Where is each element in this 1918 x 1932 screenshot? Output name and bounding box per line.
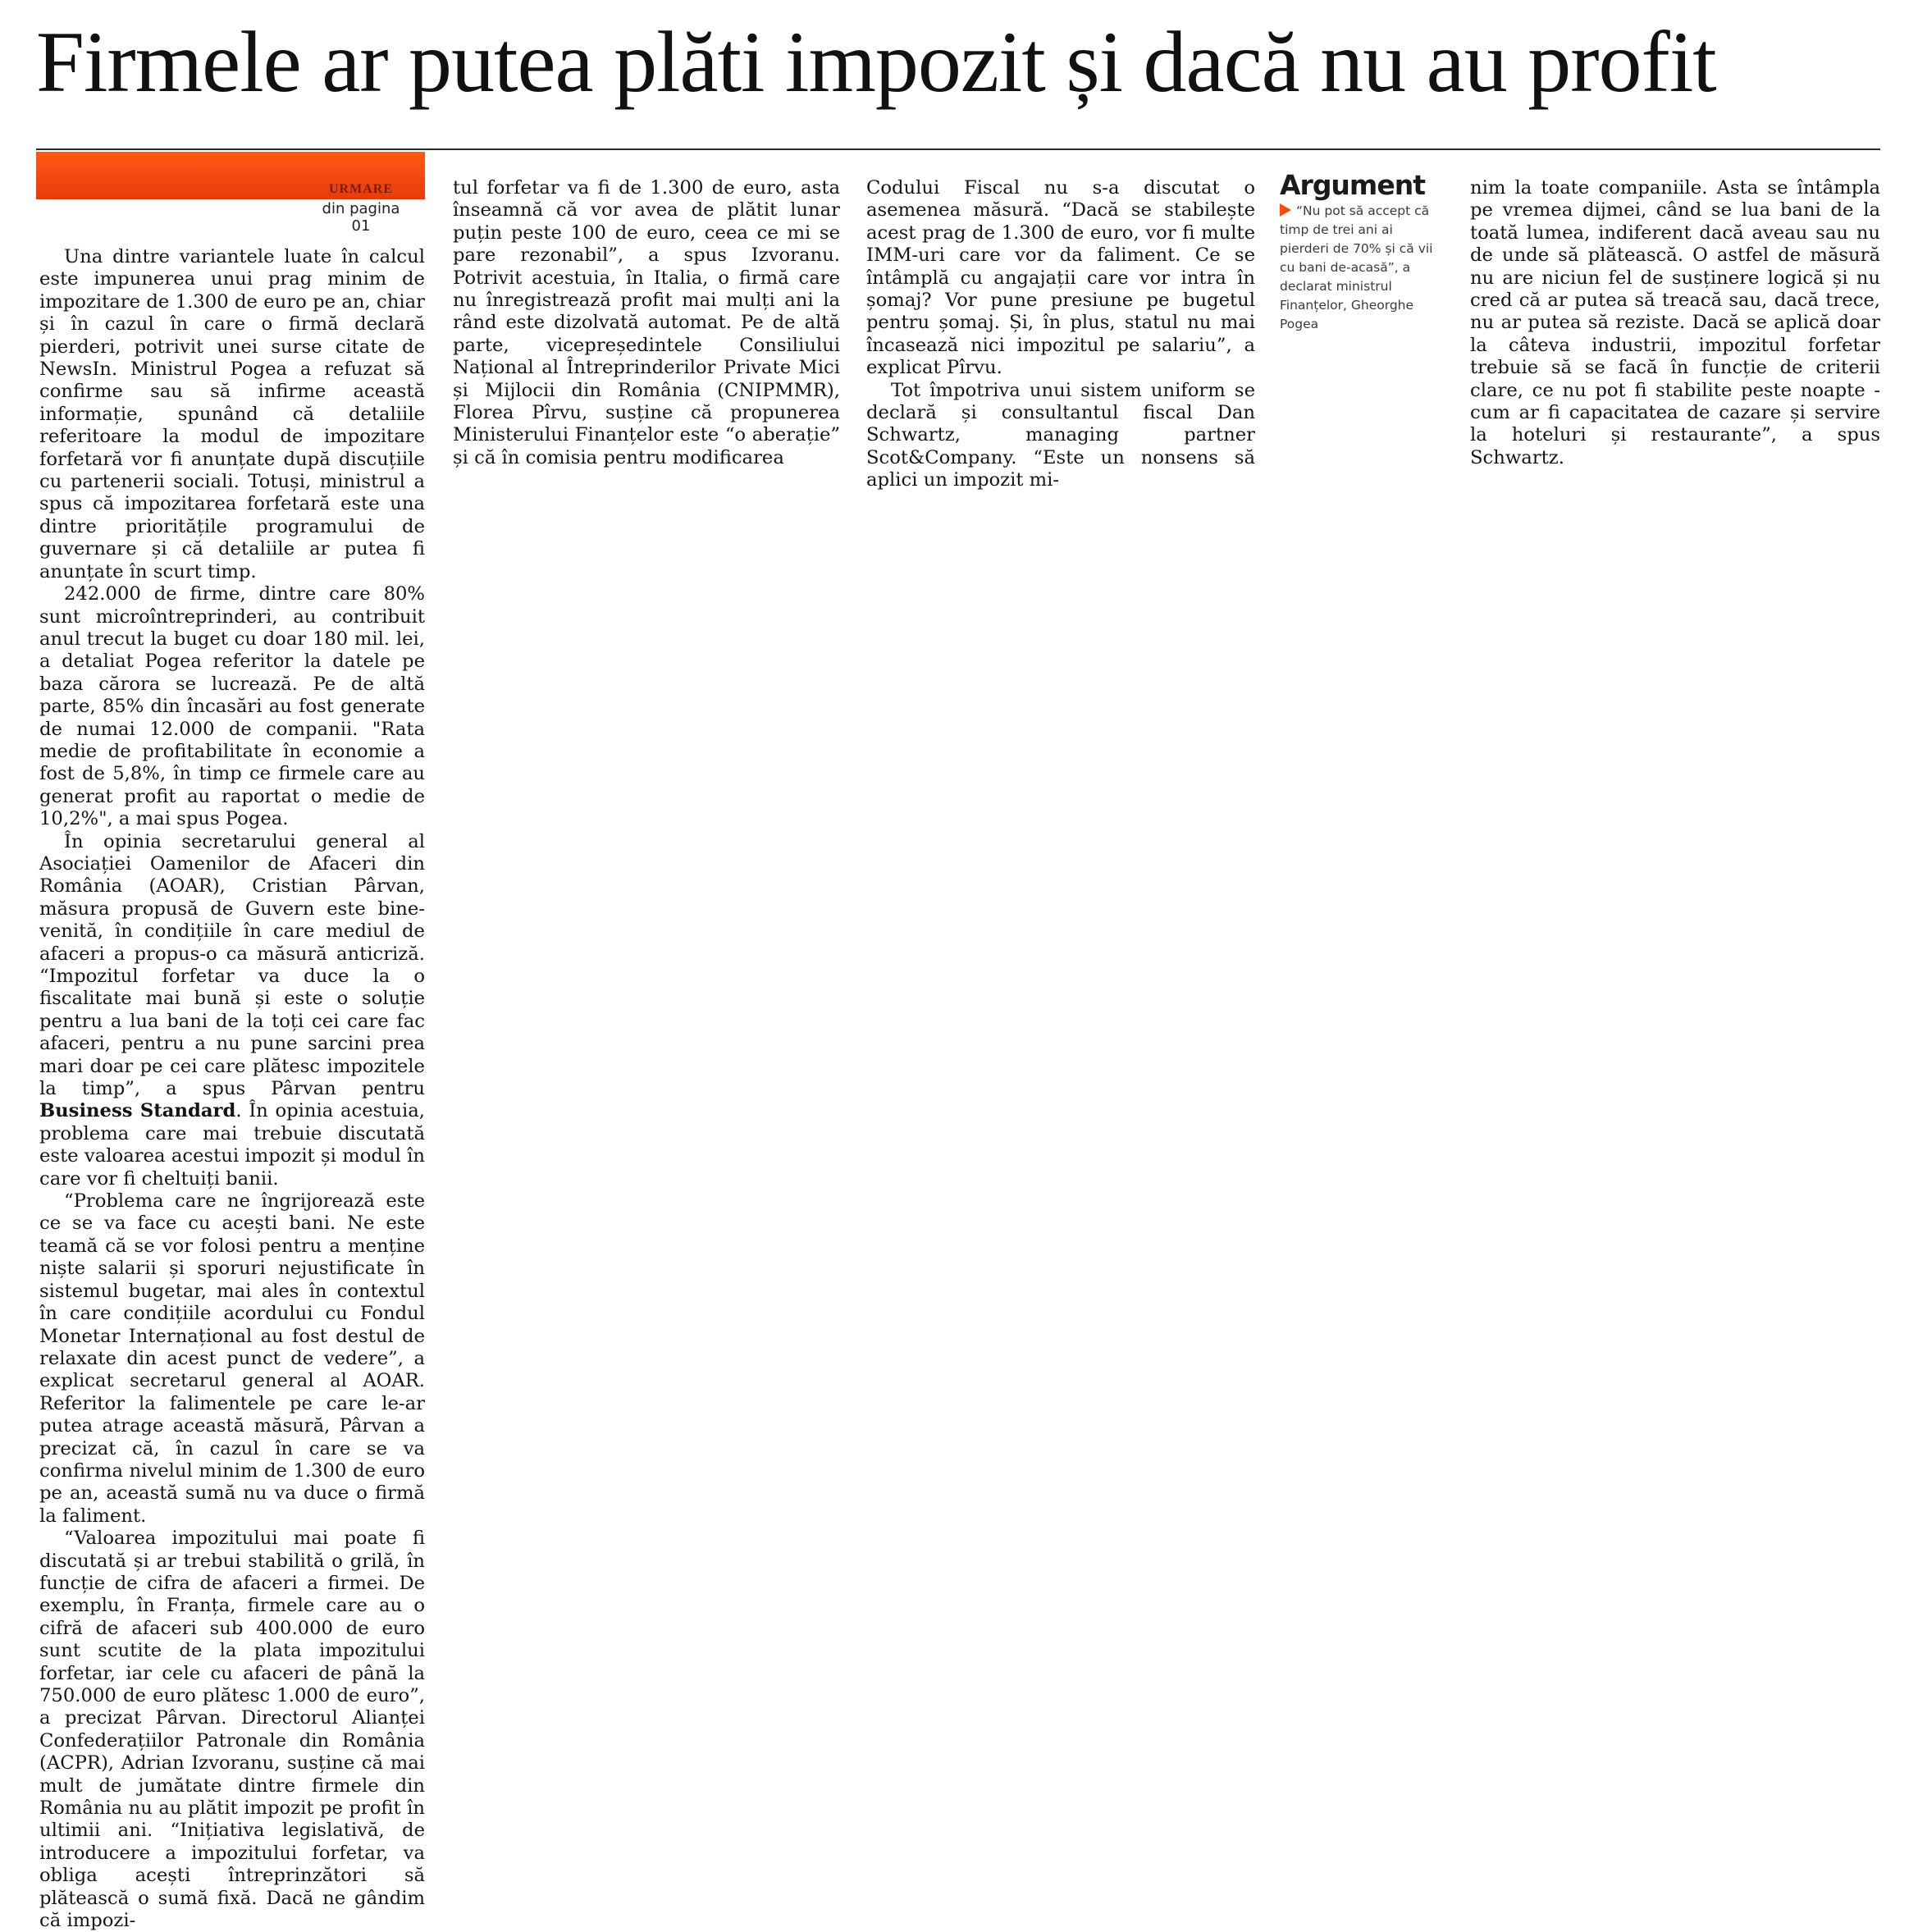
paragraph: Una dintre variantele luate în calcul este impunerea unui prag minim de impozitare de 1.300 de euro pe an, chiar și în cazul în care o firmă declară pierderi, potrivit unei surse citate de NewsIn. Ministrul Pogea a refuzat să confirme sau să infirme această informație, spunând că detaliile referitoare la modul de impozitare forfetară vor fi anunțate după discuțiile cu partenerii sociali. Totuși, ministrul a spus că impozitarea forfetară este una dintre prioritățile programului de guvernare și că detaliile ar putea fi anunțate în scurt timp. — [39, 246, 425, 582]
sidebar-quote-text: “Nu pot să accept că timp de trei ani ai pierderi de 70% și că vii cu bani de-acasă”, a declarat ministrul Finanțelor, Gheorghe Pogea — [1280, 203, 1433, 331]
arrow-icon — [1280, 203, 1291, 217]
paragraph: “Problema care ne îngrijorează este ce se va face cu acești bani. Ne este teamă că se vor folosi pentru a menține niște salarii și sporuri nejustificate în sistemul bugetar, mai ales în contextul în care condițiile acordului cu Fondul Monetar Internațional au fost destul de relaxate din acest punct de vedere”, a explicat secretarul general al AOAR. Referitor la falimentele pe care le-ar putea atrage această măsură, Pârvan a precizat că, în cazul în care se va confirma nivelul minim de 1.300 de euro pe an, această sumă nu va duce o firmă la faliment. — [39, 1190, 425, 1527]
paragraph: 242.000 de firme, dintre care 80% sunt microîntreprinderi, au contribuit anul trecut la buget cu doar 180 mil. lei, a detaliat Pogea referitor la datele pe baza cărora se lucrează. Pe de altă parte, 85% din încasări au fost generate de numai 12.000 de companii. "Rata medie de profitabilitate în economie a fost de 5,8%, în timp ce firmele care au generat profit au raportat o medie de 10,2%", a mai spus Pogea. — [39, 583, 425, 830]
paragraph: tul forfetar va fi de 1.300 de euro, asta înseamnă că vor avea de plătit lunar puțin peste 100 de euro, ceea ce mi se pare rezonabil”, a spus Izvoranu. Potrivit acestuia, în Italia, o firmă care nu înregistrează profit mai mulți ani la rând este dizolvată automat. Pe de altă parte, vicepreședintele Consiliului Național al Întreprinderilor Private Mici și Mijlocii din România (CNIPMMR), Florea Pîrvu, susține că propunerea Ministerului Finanțelor este “o aberație” și că în comisia pentru modificarea — [453, 177, 840, 468]
sidebar-quote — [1280, 202, 1436, 334]
publication-name: Business Standard — [39, 1100, 236, 1122]
headline: Firmele ar putea plăti impozit și dacă nu au profit — [36, 14, 1716, 110]
paragraph-text: . În opinia acestuia, problema care mai trebuie discutată este valoarea acestui impozit și modul în care vor fi cheltuiți banii. — [39, 1100, 425, 1190]
paragraph: nim la toate companiile. Asta se întâmpla pe vremea dijmei, când se lua bani de la toată lumea, indiferent dacă aveau sau nu de unde să plătească. O astfel de măsură nu are niciun fel de susținere logică și nu cred că ar putea să treacă sau, dacă trece, nu ar putea să reziste. Dacă se aplică doar la câteva industrii, impozitul forfetar trebuie să se facă în funcție de criterii clare, ce nu pot fi stabilite peste noapte - cum ar fi capacitatea de cazare și servire la hoteluri și restaurante”, a spus Schwartz. — [1470, 177, 1880, 468]
paragraph-text: În opinia secretarului general al Asociației Oamenilor de Afaceri din România (AOAR), Cristian Pârvan, măsura propusă de Guvern este bine-venită, în condițiile în care mediul de afaceri a propus-o ca măsură anticriză. “Impozitul forfetar va duce la o fiscalitate mai bună și este o soluție pentru a lua bani de la toți cei care fac afaceri, pentru a nu pune sarcini prea mari doar pe cei care plătesc impozitele la timp”, a spus Pârvan pentru — [39, 830, 425, 1100]
continuation-label: URMARE — [329, 182, 393, 196]
paragraph: “Valoarea impozitului mai poate fi discutată și ar trebui stabilită o grilă, în funcție de cifra de afaceri a firmei. De exemplu, în Franța, firmele care au o cifră de afaceri sub 400.000 de euro sunt scutite de la plata impozitului forfetar, iar cele cu afaceri de până la 750.000 de euro plătesc 1.000 de euro”, a precizat Pârvan. Directorul Alianței Confederațiilor Patronale din România (ACPR), Adrian Izvoranu, susține că mai mult de jumătate dintre firmele din România nu au plătit impozit pe profit în ultimii ani. “Inițiativa legislativă, de introducere a impozitului forfetar, va obliga acești întreprinzători să plătească o sumă fixă. Dacă ne gândim că impozi- — [39, 1528, 425, 1932]
article-column-1 — [39, 246, 425, 1932]
from-page-label: din pagina 01 — [322, 200, 400, 235]
sidebar-title: Argument — [1280, 169, 1425, 201]
paragraph: Codului Fiscal nu s-a discutat o asemenea măsură. “Dacă se stabilește acest prag de 1.300 de euro, vor fi multe IMM-uri care vor da faliment. Ce se întâmplă cu angajații care vor intra în șomaj? Vor pune presiune pe bugetul pentru șomaj. Și, în plus, statul nu mai încasează nici impozitul pe salariu”, a explicat Pîrvu. — [866, 177, 1255, 379]
article-column-2 — [453, 177, 840, 469]
paragraph — [39, 831, 425, 1191]
paragraph: Tot împotriva unui sistem uniform se declară și consultantul fiscal Dan Schwartz, managing partner Scot&Company. “Este un nonsens să aplici un impozit mi- — [866, 379, 1255, 491]
header-rule — [36, 148, 1880, 150]
article-column-5 — [1470, 177, 1880, 469]
article-column-3 — [866, 177, 1255, 492]
